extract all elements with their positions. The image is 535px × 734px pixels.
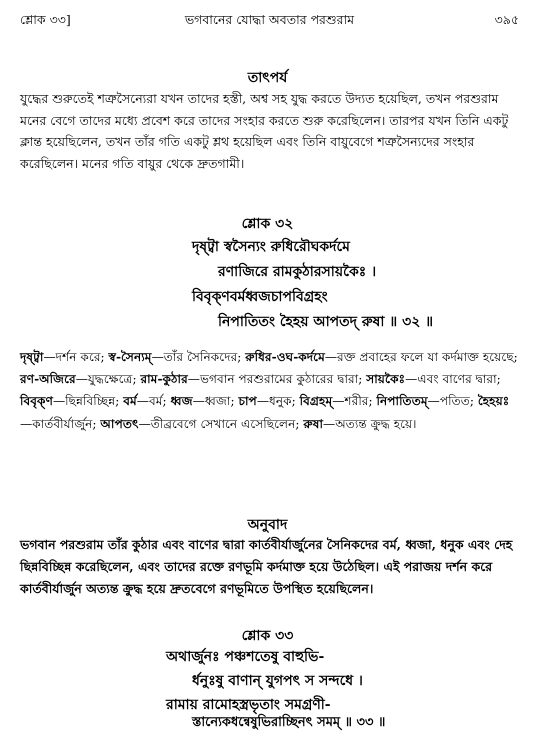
synonym-term: নিপাতিতম্ <box>376 394 428 409</box>
synonym-meaning: —কার্তবীর্যার্জুন; <box>20 416 101 431</box>
synonym-meaning: —বর্ম; <box>136 394 171 409</box>
synonym-term: স্ব-সৈন্যম্ <box>108 350 152 364</box>
synonym-term: আপতৎ <box>100 416 139 431</box>
synonym-meaning: —যুদ্ধক্ষেত্রে; <box>75 372 141 387</box>
synonym-term: রণ-অজিরে <box>20 372 76 387</box>
verse-33-heading: শ্লোক ৩৩ <box>241 628 294 644</box>
synonym-meaning: —রক্ত প্রবাহের ফলে যা কর্দমাক্ত হয়েছে; <box>324 350 518 364</box>
synonym-term: রাম-কুঠার <box>140 372 188 387</box>
page-header <box>20 12 519 32</box>
synonym-term: বিবৃক্ণ <box>20 394 53 409</box>
synonym-meaning: —ধনুক; <box>256 394 300 409</box>
synonym-term: রুষা <box>303 416 323 431</box>
synonym-meaning: —তাঁর সৈনিকদের; <box>151 350 246 364</box>
synonym-meaning: —ভগবান পরশুরামের কুঠারের দ্বারা; <box>187 372 367 387</box>
synonym-term: দৃষ্ট্বা <box>20 350 44 364</box>
synonym-term: হৈহয়ঃ <box>477 394 510 409</box>
synonym-meaning: —ছিন্নবিচ্ছিন্ন; <box>52 394 124 409</box>
synonym-meaning: —শরীর; <box>332 394 377 409</box>
header-page-number: ৩৯৫ <box>494 12 519 27</box>
synonym-term: বিগ্রহম্ <box>299 394 333 409</box>
purport-text: যুদ্ধের শুরুতেই শত্রুসৈন্যেরা যখন তাদের হস্তী, অশ্ব সহ যুদ্ধ করতে উদ্যত হয়েছিল, তখন পরশুরাম মনের বেগে তাদের মধ্যে প্রবেশ করে তাদের সংহার করতে শুরু করেছিলেন। তারপর যখন তিনি একটু ক্লান্ত হয়েছিলেন, তখন তাঁর গতি একটু শ্লথ হয়েছিল এবং তিনি বায়ুবেগে শত্রুসৈন্যদের সংহার করেছিলেন। মনের গতি বায়ুর থেকে দ্রুতগামী। <box>20 91 509 171</box>
synonym-meaning: —অত্যন্ত ক্রুদ্ধ হয়ে। <box>323 416 417 431</box>
synonym-term: বর্ম <box>123 394 137 409</box>
synonyms-32 <box>20 346 519 435</box>
synonym-term: সায়কৈঃ <box>366 372 406 387</box>
synonym-meaning: —পতিত; <box>427 394 478 409</box>
verse-32-line-2: রণাজিরে রামকুঠারসায়কৈঃ । <box>218 264 377 280</box>
synonym-term: ধ্বজ <box>170 394 193 409</box>
verse-32-heading: শ্লোক ৩২ <box>241 216 294 232</box>
purport-heading: তাৎপর্য <box>247 70 288 86</box>
synonym-meaning: —এবং বাণের দ্বারা; <box>405 372 501 387</box>
translation-heading: অনুবাদ <box>247 517 288 533</box>
verse-32-line-1: দৃষ্ট্বা স্বসৈন্যং রুধিরৌঘকর্দমে <box>192 239 350 255</box>
synonym-term: রুধির-ওঘ-কর্দমে <box>245 350 325 364</box>
header-verse-ref: শ্লোক ৩৩] <box>20 12 71 27</box>
verse-33-line-1: অথার্জুনঃ পঞ্চশতেষু বাহুভি- <box>166 649 325 665</box>
verse-33-line-4: স্তান্যেকধন্বেষুভিরাচ্ছিনৎ সমম্ ॥ ৩৩ ॥ <box>192 715 386 730</box>
synonym-meaning: —তীব্রবেগে সেখানে এসেছিলেন; <box>138 416 304 431</box>
verse-32-line-4: নিপাতিতং হৈহয় আপতদ্ রুষা ॥ ৩২ ॥ <box>218 314 434 330</box>
verse-33-line-2: র্ধনুঃষু বাণান্ যুগপৎ স সন্দধে । <box>192 673 363 689</box>
verse-33-line-3: রামায় রামোহস্ত্রভৃতাং সমগ্রণী- <box>166 697 331 713</box>
header-chapter-title: ভগবানের যোদ্ধা অবতার পরশুরাম <box>184 12 355 27</box>
verse-32-line-3: বিবৃক্ণবর্মধ্বজচাপবিগ্রহং <box>192 289 328 305</box>
translation-text: ভগবান পরশুরাম তাঁর কুঠার এবং বাণের দ্বারা কার্তবীর্যার্জুনের সৈনিকদের বর্ম, ধ্বজা, ধনুক এবং দেহ ছিন্নবিচ্ছিন্ন করেছিলেন, এবং তাদের রক্তে রণভূমি কর্দমাক্ত হয়ে উঠেছিল। এই পরাজয় দর্শন করে কার্তবীর্যার্জুন অত্যন্ত ক্রুদ্ধ হয়ে দ্রুতবেগে রণভূমিতে উপস্থিত হয়েছিলেন। <box>20 537 513 596</box>
synonym-term: চাপ <box>238 394 257 409</box>
synonym-meaning: —দর্শন করে; <box>43 350 109 364</box>
synonym-meaning: —ধ্বজা; <box>192 394 239 409</box>
